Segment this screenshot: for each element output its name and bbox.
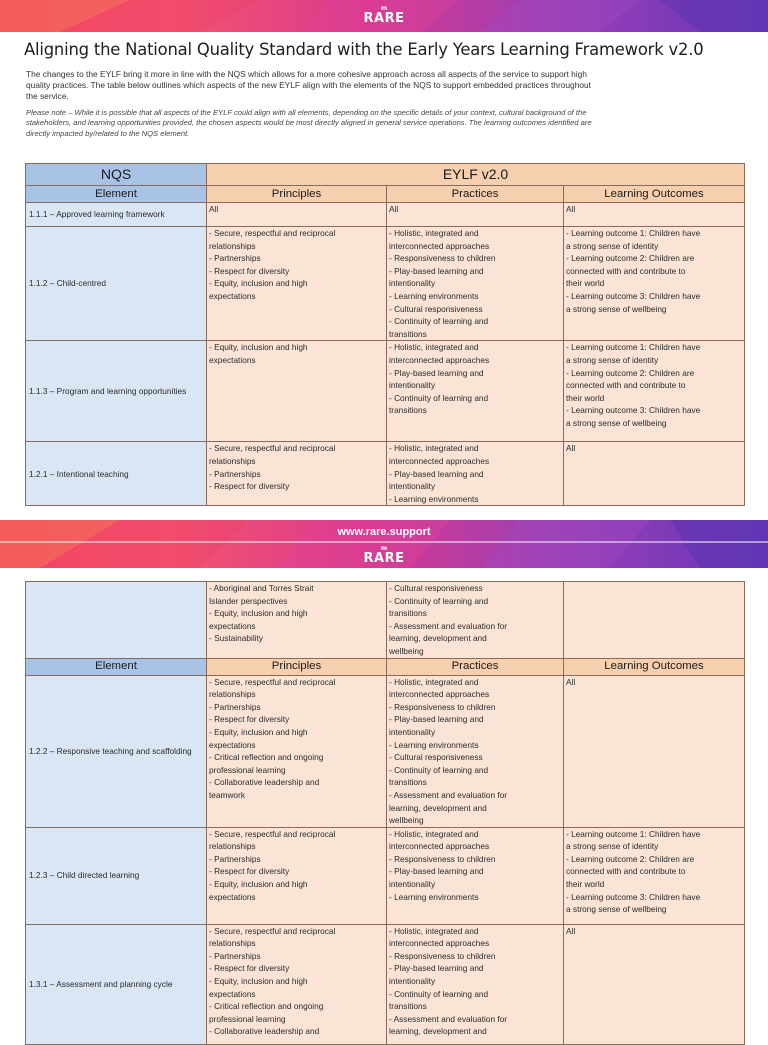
- cell-line: Islander perspectives: [209, 595, 288, 606]
- principles-cell: [207, 341, 387, 442]
- cell-line: a strong sense of wellbeing: [566, 904, 667, 915]
- cell-line: - Partnerships: [209, 468, 261, 479]
- element-cell: [26, 582, 207, 659]
- cell-line: - Partnerships: [209, 253, 261, 264]
- cell-line: - Respect for diversity: [209, 714, 290, 725]
- outcomes-cell: [564, 924, 745, 1044]
- cell-line: - Secure, respectful and reciprocal: [209, 676, 336, 687]
- cell-line: - Learning environments: [389, 290, 479, 301]
- principles-cell: [207, 827, 387, 924]
- cell-line: interconnected approaches: [389, 841, 490, 852]
- practices-cell: [387, 827, 564, 924]
- practices-cell: [387, 203, 564, 227]
- outcomes-cell: [564, 827, 745, 924]
- table-row: [26, 442, 745, 506]
- page-2: [0, 568, 768, 1037]
- practices-cell: [387, 582, 564, 659]
- cell-line: - Play-based learning and: [389, 963, 484, 974]
- cell-line: - Responsiveness to children: [389, 701, 496, 712]
- cell-line: - Collaborative leadership and: [209, 777, 320, 788]
- table-row: [26, 227, 745, 341]
- cell-line: connected with and contribute to: [566, 265, 686, 276]
- element-cell: 1.2.1 – Intentional teaching: [26, 442, 207, 506]
- outcomes-cell: [564, 227, 745, 341]
- cell-line: expectations: [209, 290, 256, 301]
- cell-line: relationships: [209, 455, 256, 466]
- intro-paragraph: The changes to the EYLF bring it more in line with the NQS which allows for a more cohesive approach across all aspects of the service to support high quality practices. The table below outlines which aspects of the new EYLF align with the elements of the NQS to support embedded practices throughout the service.: [26, 69, 592, 101]
- cell-line: - Responsiveness to children: [389, 253, 496, 264]
- practices-cell: [387, 341, 564, 442]
- cell-line: wellbeing: [389, 645, 424, 656]
- practices-cell: [387, 227, 564, 341]
- outcomes-column-header: Learning Outcomes: [564, 658, 745, 675]
- cell-line: transitions: [389, 405, 427, 416]
- cell-line: - Partnerships: [209, 853, 261, 864]
- cell-line: professional learning: [209, 1013, 286, 1024]
- cell-line: - Learning environments: [389, 493, 479, 504]
- cell-line: - Holistic, integrated and: [389, 228, 479, 238]
- cell-line: expectations: [209, 620, 256, 631]
- cell-line: - Responsiveness to children: [389, 950, 496, 961]
- cell-line: - Secure, respectful and reciprocal: [209, 443, 336, 454]
- cell-line: - Play-based learning and: [389, 714, 484, 725]
- cell-line: relationships: [209, 240, 256, 251]
- cell-line: - Aboriginal and Torres Strait: [209, 583, 314, 593]
- cell-line: expectations: [209, 891, 256, 902]
- cell-line: - Equity, inclusion and high: [209, 278, 308, 289]
- cell-line: - Play-based learning and: [389, 866, 484, 877]
- cell-line: - Learning outcome 2: Children are: [566, 367, 695, 378]
- column-header-row: [26, 658, 745, 675]
- cell-line: intentionality: [389, 380, 436, 391]
- cell-line: interconnected approaches: [389, 938, 490, 949]
- cell-line: - Collaborative leadership and: [209, 1026, 320, 1037]
- cell-line: - Learning outcome 2: Children are: [566, 853, 695, 864]
- cell-line: - Learning outcome 3: Children have: [566, 290, 701, 301]
- cell-line: - Learning outcome 1: Children have: [566, 342, 701, 353]
- outcomes-cell: [564, 203, 745, 227]
- cell-line: - Cultural responsiveness: [389, 752, 483, 763]
- cell-line: - Secure, respectful and reciprocal: [209, 828, 336, 839]
- cell-line: intentionality: [389, 726, 436, 737]
- cell-line: - Secure, respectful and reciprocal: [209, 925, 336, 936]
- cell-line: - Play-based learning and: [389, 265, 484, 276]
- cell-line: - Assessment and evaluation for: [389, 620, 508, 631]
- rare-logo: m RARE: [363, 5, 405, 26]
- cell-line: wellbeing: [389, 815, 424, 826]
- cell-line: interconnected approaches: [389, 455, 490, 466]
- cell-line: connected with and contribute to: [566, 380, 686, 391]
- principles-cell: [207, 675, 387, 827]
- cell-line: - Cultural responsiveness: [389, 303, 483, 314]
- cell-line: relationships: [209, 841, 256, 852]
- cell-line: a strong sense of identity: [566, 354, 659, 365]
- eylf-heading: EYLF v2.0: [207, 164, 745, 186]
- outcomes-cell: [564, 442, 745, 506]
- cell-line: - Equity, inclusion and high: [209, 608, 308, 619]
- cell-line: All: [209, 204, 219, 214]
- cell-line: intentionality: [389, 976, 436, 987]
- cell-line: connected with and contribute to: [566, 866, 686, 877]
- cell-line: learning, development and: [389, 802, 487, 813]
- cell-line: - Holistic, integrated and: [389, 925, 479, 936]
- cell-line: expectations: [209, 988, 256, 999]
- cell-line: - Play-based learning and: [389, 468, 484, 479]
- cell-line: - Cultural responsiveness: [389, 583, 483, 593]
- cell-line: - Assessment and evaluation for: [389, 1013, 508, 1024]
- principles-cell: [207, 203, 387, 227]
- table-row: [26, 341, 745, 442]
- cell-line: intentionality: [389, 481, 436, 492]
- cell-line: their world: [566, 879, 605, 890]
- alignment-table-part-1: [25, 163, 745, 506]
- cell-line: - Learning outcome 1: Children have: [566, 228, 701, 238]
- nqs-heading: NQS: [26, 164, 207, 186]
- cell-line: - Assessment and evaluation for: [389, 789, 508, 800]
- cell-line: - Equity, inclusion and high: [209, 342, 308, 353]
- outcomes-column-header: Learning Outcomes: [564, 186, 745, 203]
- cell-line: transitions: [389, 777, 427, 788]
- element-cell: 1.1.3 – Program and learning opportunities: [26, 341, 207, 442]
- cell-line: - Equity, inclusion and high: [209, 976, 308, 987]
- cell-line: - Respect for diversity: [209, 265, 290, 276]
- cell-line: - Continuity of learning and: [389, 988, 489, 999]
- cell-line: All: [389, 204, 399, 214]
- cell-line: - Continuity of learning and: [389, 764, 489, 775]
- note-paragraph: Please note – While it is possible that all aspects of the EYLF could align with all elements, depending on the specific details of your context, cultural background of the stakeholders, and learning opportunities provided, the chosen aspects would be most directly aligned in general service operations. The learning outcomes identified are directly impacted by/related to the NQS element.: [26, 108, 592, 138]
- cell-line: intentionality: [389, 278, 436, 289]
- cell-line: All: [566, 676, 576, 687]
- cell-line: - Respect for diversity: [209, 963, 290, 974]
- cell-line: their world: [566, 392, 605, 403]
- cell-line: a strong sense of identity: [566, 240, 659, 251]
- cell-line: - Learning environments: [389, 739, 479, 750]
- cell-line: - Critical reflection and ongoing: [209, 1001, 324, 1012]
- cell-line: - Critical reflection and ongoing: [209, 752, 324, 763]
- cell-line: - Holistic, integrated and: [389, 342, 479, 353]
- practices-column-header: Practices: [387, 658, 564, 675]
- cell-line: interconnected approaches: [389, 354, 490, 365]
- element-cell: 1.3.1 – Assessment and planning cycle: [26, 924, 207, 1044]
- cell-line: - Continuity of learning and: [389, 595, 489, 606]
- cell-line: a strong sense of wellbeing: [566, 417, 667, 428]
- cell-line: transitions: [389, 328, 427, 339]
- practices-cell: [387, 442, 564, 506]
- table-row: [26, 675, 745, 827]
- cell-line: - Play-based learning and: [389, 367, 484, 378]
- table-row: [26, 582, 745, 659]
- rare-logo: m RARE: [363, 545, 405, 566]
- cell-line: a strong sense of identity: [566, 841, 659, 852]
- cell-line: transitions: [389, 1001, 427, 1012]
- cell-line: - Learning outcome 2: Children are: [566, 253, 695, 264]
- cell-line: their world: [566, 278, 605, 289]
- cell-line: - Holistic, integrated and: [389, 443, 479, 454]
- website-link[interactable]: www.rare.support: [337, 526, 431, 538]
- cell-line: - Respect for diversity: [209, 481, 290, 492]
- principles-cell: [207, 442, 387, 506]
- cell-line: - Equity, inclusion and high: [209, 726, 308, 737]
- cell-line: All: [566, 204, 576, 214]
- cell-line: professional learning: [209, 764, 286, 775]
- element-cell: 1.1.1 – Approved learning framework: [26, 203, 207, 227]
- practices-cell: [387, 924, 564, 1044]
- cell-line: - Learning outcome 3: Children have: [566, 405, 701, 416]
- cell-line: expectations: [209, 354, 256, 365]
- element-column-header: Element: [26, 658, 207, 675]
- cell-line: teamwork: [209, 789, 245, 800]
- table-row: [26, 827, 745, 924]
- cell-line: interconnected approaches: [389, 240, 490, 251]
- cell-line: a strong sense of wellbeing: [566, 303, 667, 314]
- element-cell: 1.2.3 – Child directed learning: [26, 827, 207, 924]
- cell-line: - Holistic, integrated and: [389, 828, 479, 839]
- page-1: [0, 32, 768, 510]
- cell-line: learning, development and: [389, 1026, 487, 1037]
- element-cell: 1.1.2 – Child-centred: [26, 227, 207, 341]
- principles-cell: [207, 924, 387, 1044]
- cell-line: - Partnerships: [209, 950, 261, 961]
- principles-column-header: Principles: [207, 186, 387, 203]
- cell-line: - Continuity of learning and: [389, 392, 489, 403]
- table-row: [26, 203, 745, 227]
- cell-line: - Equity, inclusion and high: [209, 879, 308, 890]
- practices-column-header: Practices: [387, 186, 564, 203]
- cell-line: relationships: [209, 938, 256, 949]
- table-row: [26, 924, 745, 1044]
- cell-line: - Learning outcome 1: Children have: [566, 828, 701, 839]
- cell-line: - Partnerships: [209, 701, 261, 712]
- alignment-table-part-2: [25, 581, 745, 1045]
- element-column-header: Element: [26, 186, 207, 203]
- outcomes-cell: [564, 582, 745, 659]
- cell-line: - Learning outcome 3: Children have: [566, 891, 701, 902]
- cell-line: - Continuity of learning and: [389, 316, 489, 327]
- cell-line: - Secure, respectful and reciprocal: [209, 228, 336, 238]
- principles-cell: [207, 227, 387, 341]
- cell-line: - Holistic, integrated and: [389, 676, 479, 687]
- cell-line: - Learning environments: [389, 891, 479, 902]
- header-band: [0, 0, 768, 32]
- outcomes-cell: [564, 341, 745, 442]
- cell-line: - Responsiveness to children: [389, 853, 496, 864]
- principles-cell: [207, 582, 387, 659]
- cell-line: expectations: [209, 739, 256, 750]
- practices-cell: [387, 675, 564, 827]
- cell-line: - Respect for diversity: [209, 866, 290, 877]
- cell-line: transitions: [389, 608, 427, 619]
- page-title: Aligning the National Quality Standard with the Early Years Learning Framework v2.0: [24, 40, 704, 59]
- outcomes-cell: [564, 675, 745, 827]
- cell-line: All: [566, 925, 576, 936]
- footer-band: [0, 520, 768, 568]
- element-cell: 1.2.2 – Responsive teaching and scaffolding: [26, 675, 207, 827]
- cell-line: - Sustainability: [209, 633, 263, 644]
- cell-line: interconnected approaches: [389, 689, 490, 700]
- cell-line: learning, development and: [389, 633, 487, 644]
- cell-line: intentionality: [389, 879, 436, 890]
- cell-line: All: [566, 443, 576, 454]
- cell-line: relationships: [209, 689, 256, 700]
- principles-column-header: Principles: [207, 658, 387, 675]
